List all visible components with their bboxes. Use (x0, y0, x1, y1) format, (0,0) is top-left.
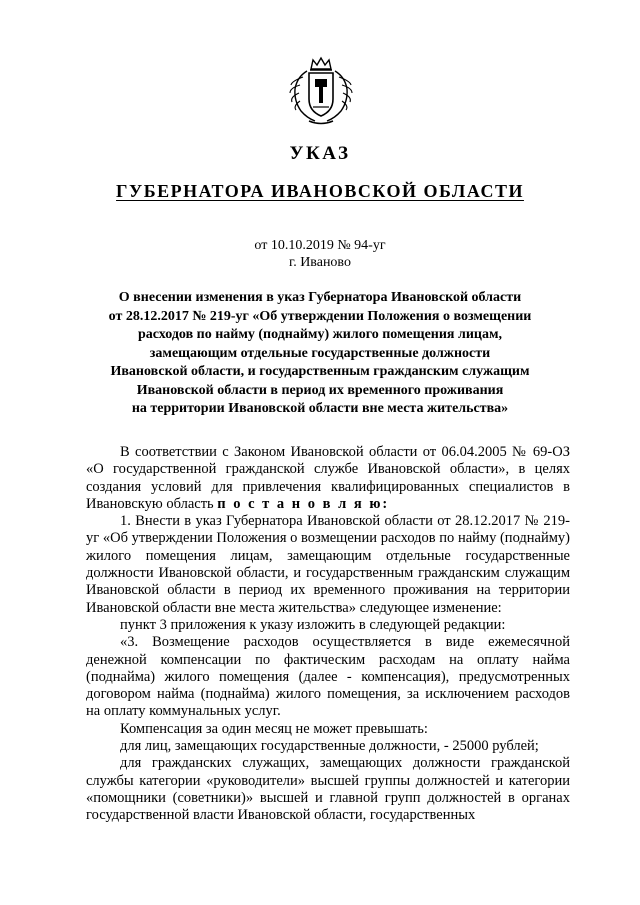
decree-body (86, 444, 570, 825)
heading-line: от 28.12.2017 № 219-уг «Об утверждении Положения о возмещении (108, 308, 532, 324)
paragraph-item-1: 1. Внести в указ Губернатора Ивановской области от 28.12.2017 № 219-уг «Об утверждении Положения о возмещении расходов по найму (поднайму) жилого помещения лицам, замещающим отдельные государственные должности Ивановской области, и государственным гражданским служащим Ивановской области в период их временного проживания на территории Ивановской области вне места жительства» следующее изменение: (86, 513, 570, 616)
date-block (0, 237, 640, 271)
document-title: УКАЗ (289, 143, 351, 164)
heading-line: Ивановской области, и государственным гражданским служащим (110, 364, 530, 379)
heading-line: расходов по найму (поднайму) жилого помещения лицам, (137, 327, 503, 342)
decree-city: г. Иваново (289, 255, 351, 270)
document-subtitle: ГУБЕРНАТОРА ИВАНОВСКОЙ ОБЛАСТИ (116, 181, 524, 201)
decree-date-number: от 10.10.2019 № 94-уг (254, 238, 386, 253)
paragraph-amendment-intro: пункт 3 приложения к указу изложить в следующей редакции: (120, 616, 506, 633)
paragraph-clause-3: «3. Возмещение расходов осуществляется в виде ежемесячной денежной компенсации по фактическим расходам на оплату найма (поднайма) жилого помещения (далее - компенсация), предусмотренных договором найма (поднайма) жилого помещения, за исключением расходов на оплату коммунальных услуг. (86, 634, 570, 720)
paragraph-limit-civil-servants: для гражданских служащих, замещающих должности гражданской службы категории «руководители» высшей группы должностей и категории «помощники (советники)» высшей и главной групп должностей в органах государственной власти Ивановской области, государственных (86, 755, 570, 824)
decree-heading (100, 289, 540, 419)
ivanovo-coat-of-arms-icon (287, 55, 355, 127)
heading-line: замещающим отдельные государственные должности (149, 345, 491, 361)
heading-line: О внесении изменения в указ Губернатора Ивановской области (118, 290, 522, 305)
heading-line: Ивановской области в период их временного проживания (136, 382, 504, 398)
decree-verb: п о с т а н о в л я ю: (217, 495, 390, 512)
paragraph-compensation-limit: Компенсация за один месяц не может превышать: (120, 720, 428, 737)
preamble-text: В соответствии с Законом Ивановской области от 06.04.2005 № 69-ОЗ «О государственной гражданской службе Ивановской области», в целях создания условий для привлечения квалифицированных специалистов в Ивановскую область (86, 444, 570, 512)
paragraph-limit-officials: для лиц, замещающих государственные должности, - 25000 рублей; (120, 738, 539, 755)
heading-line: на территории Ивановской области вне места жительства» (131, 401, 509, 416)
paragraph-preamble (86, 444, 570, 513)
